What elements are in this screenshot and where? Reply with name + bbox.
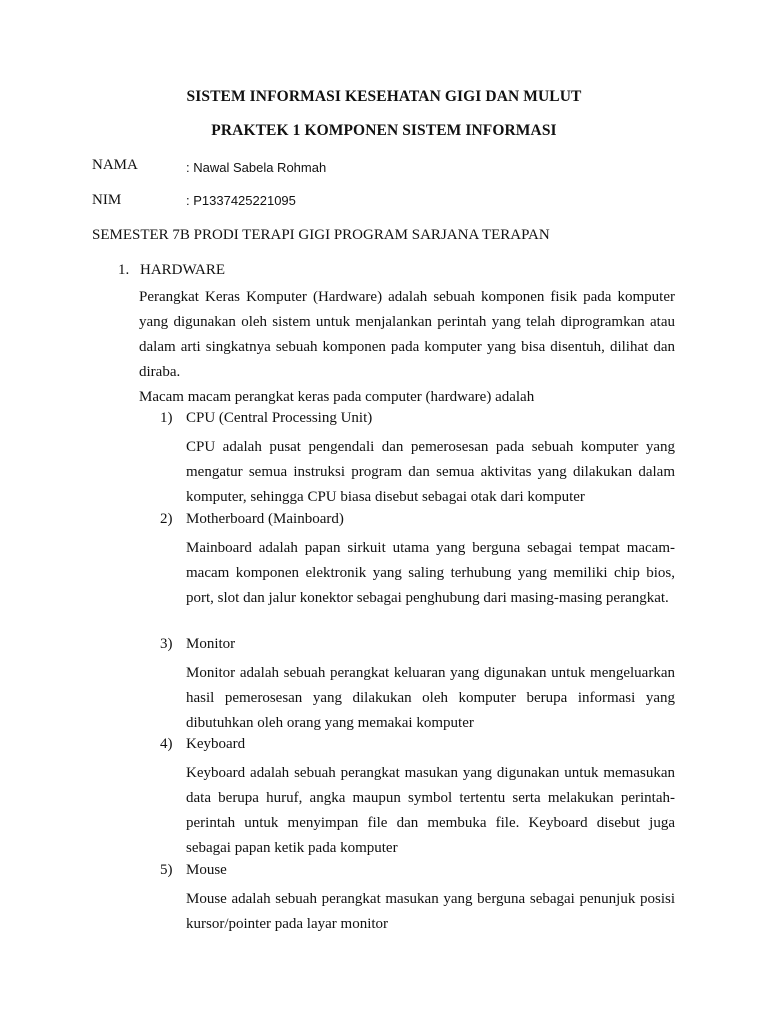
section-number: 1. [118,262,130,278]
list-item-description: Monitor adalah sebuah perangkat keluaran yang digunakan untuk mengeluarkan hasil pemerosesan yang dilakukan oleh komputer berupa informasi yang dibutuhkan oleh orang yang memakai komputer [186,665,675,731]
list-item-title [160,736,245,753]
section-lead: Macam macam perangkat keras pada computer (hardware) adalah [139,389,535,405]
list-item-number: 4) [160,736,173,752]
list-item-title [160,636,235,653]
list-item-number: 1) [160,410,173,426]
section-intro: Perangkat Keras Komputer (Hardware) adalah sebuah komponen fisik pada komputer yang digunakan oleh sistem untuk menjalankan perintah yang telah diprogramkan atau dalam arti singkatnya sebuah komponen pada komputer yang bisa disentuh, dilihat dan diraba. [139,289,675,380]
list-item-description: Mainboard adalah papan sirkuit utama yang berguna sebagai tempat macam-macam komponen elektronik yang saling terhubung yang memiliki chip bios, port, slot dan jalur konektor sebagai penghubung dari masing-masing perangkat. [186,540,675,606]
document-title: SISTEM INFORMASI KESEHATAN GIGI DAN MULUT [186,88,582,105]
list-item-title [160,410,372,427]
section-title: HARDWARE [140,262,225,278]
list-item-title [160,862,227,879]
nim-label: NIM [92,192,122,208]
list-item-description: Mouse adalah sebuah perangkat masukan yang berguna sebagai penunjuk posisi kursor/pointer pada layar monitor [186,891,675,932]
list-item-number: 2) [160,511,173,527]
section-heading [118,262,225,279]
list-item-heading: Motherboard (Mainboard) [186,511,344,527]
nama-value: : Nawal Sabela Rohmah [186,160,327,175]
list-item-number: 5) [160,862,173,878]
list-item-heading: Keyboard [186,736,246,752]
list-item-description: Keyboard adalah sebuah perangkat masukan yang digunakan untuk memasukan data berupa huruf, angka maupun symbol tertentu serta melakukan perintah-perintah untuk menyimpan file dan membuka file. Keyboard disebut juga sebagai papan ketik pada komputer [186,765,675,856]
semester-line: SEMESTER 7B PRODI TERAPI GIGI PROGRAM SARJANA TERAPAN [92,227,550,243]
nama-label: NAMA [92,157,138,173]
list-item-number: 3) [160,636,173,652]
document-subtitle: PRAKTEK 1 KOMPONEN SISTEM INFORMASI [211,122,557,139]
nim-value: : P1337425221095 [186,193,296,208]
list-item-title [160,511,344,528]
list-item-description: CPU adalah pusat pengendali dan pemerosesan pada sebuah komputer yang mengatur semua instruksi program dan semua aktivitas yang dilakukan dalam komputer, sehingga CPU biasa disebut sebagai otak dari komputer [186,439,675,505]
list-item-heading: CPU (Central Processing Unit) [186,410,373,426]
list-item-heading: Mouse [186,862,227,878]
list-item-heading: Monitor [186,636,236,652]
